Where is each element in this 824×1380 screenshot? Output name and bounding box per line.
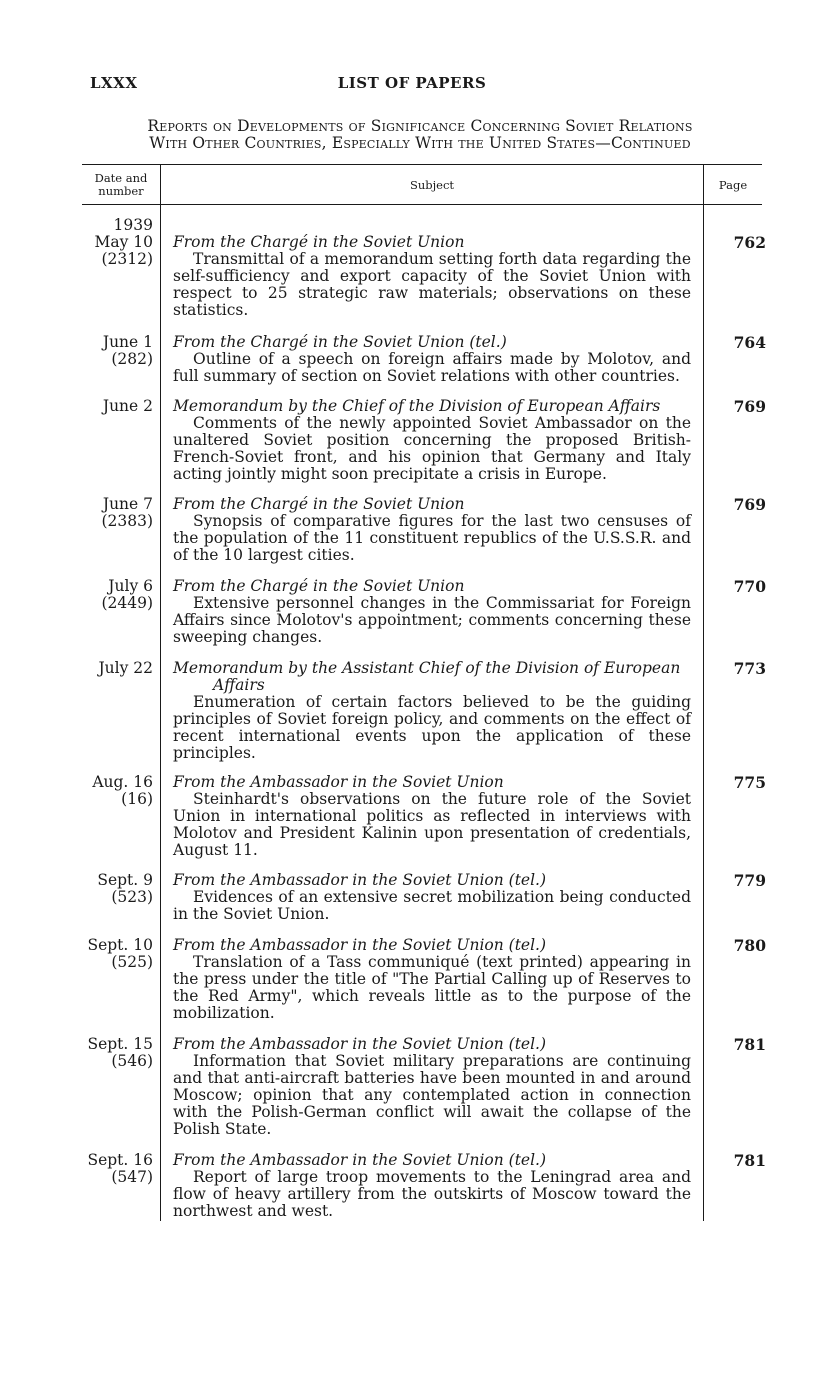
entry-subject (173, 774, 691, 859)
entry-page: 781 (733, 1035, 766, 1054)
entry-source: Memorandum by the Assistant Chief of the Division of European Affairs (173, 659, 681, 694)
entry-date: June 7 (2383) (101, 495, 153, 530)
column-divider-left (160, 165, 161, 1221)
entry-date: Sept. 9 (523) (97, 871, 153, 906)
entry-page: 779 (733, 871, 766, 890)
entry-date: July 6 (2449) (101, 577, 153, 612)
year-label: 1939 (113, 216, 153, 234)
column-header-date: Date and number (94, 171, 148, 198)
entry-page: 764 (733, 333, 766, 352)
section-title-line2: With Other Countries, Especially With the United States—Continued (149, 134, 691, 152)
entry-subject (173, 496, 691, 564)
entry-date: May 10 (2312) (94, 233, 153, 268)
entry-description: Information that Soviet military preparations are continuing and that anti-aircraft batteries have been mounted in and around Moscow; opinion that any contemplated action in connection with the Polish-German conflict will await the collapse of the Polish State. (173, 1052, 691, 1138)
entry-description: Synopsis of comparative figures for the last two censuses of the population of the 11 constituent republics of the U.S.S.R. and of the 10 largest cities. (173, 512, 691, 564)
entry-page: 762 (733, 233, 766, 252)
table-top-rule (82, 164, 762, 165)
entry-description: Transmittal of a memorandum setting forth data regarding the self-sufficiency and export capacity of the Soviet Union with respect to 25 strategic raw materials; observations on these statistics. (173, 250, 691, 319)
entry-date: Sept. 16 (547) (87, 1151, 153, 1186)
entry-subject (173, 937, 691, 1022)
column-header-subject: Subject (409, 178, 455, 192)
entry-description: Outline of a speech on foreign affairs made by Molotov, and full summary of section on Soviet relations with other countries. (173, 350, 691, 385)
entry-date: Sept. 10 (525) (87, 936, 153, 971)
entry-description: Evidences of an extensive secret mobilization being conducted in the Soviet Union. (173, 888, 691, 923)
entry-subject (173, 334, 691, 385)
entry-page: 781 (733, 1151, 766, 1170)
running-title: LIST OF PAPERS (337, 74, 487, 92)
running-head (0, 74, 824, 98)
entry-subject (173, 578, 691, 646)
entry-source: From the Ambassador in the Soviet Union (tel.) (173, 1035, 547, 1053)
entry-subject (173, 1152, 691, 1220)
section-title-line1: Reports on Developments of Significance Concerning Soviet Relations (147, 117, 693, 135)
entry-page: 775 (733, 773, 766, 792)
entry-page: 769 (733, 397, 766, 416)
entry-page: 773 (733, 659, 766, 678)
entry-date: June 1 (282) (102, 333, 153, 368)
entry-description: Steinhardt's observations on the future role of the Soviet Union in international politics as reflected in interviews with Molotov and President Kalinin upon presentation of credentials, August 11. (173, 790, 691, 859)
entry-description: Translation of a Tass communiqué (text printed) appearing in the press under the title of "The Partial Calling up of Reserves to the Red Army", which reveals little as to the purpose of the mobilization. (173, 953, 691, 1022)
column-header-page: Page (718, 178, 748, 192)
entry-page: 780 (733, 936, 766, 955)
entry-source: From the Chargé in the Soviet Union (173, 233, 465, 251)
entry-page: 770 (733, 577, 766, 596)
entry-subject (173, 234, 691, 319)
entry-description: Report of large troop movements to the Leningrad area and flow of heavy artillery from the outskirts of Moscow toward the northwest and west. (173, 1168, 691, 1220)
entry-description: Comments of the newly appointed Soviet Ambassador on the unaltered Soviet position concerning the proposed British-French-Soviet front, and his opinion that Germany and Italy acting jointly might soon precipitate a crisis in Europe. (173, 414, 691, 483)
column-divider-right (703, 165, 704, 1221)
entry-page: 769 (733, 495, 766, 514)
header-bottom-rule (82, 204, 762, 205)
page-number: LXXX (90, 74, 138, 92)
section-title (60, 118, 780, 152)
entry-date: Aug. 16 (16) (92, 773, 153, 808)
entry-subject (173, 1036, 691, 1138)
entry-source: From the Ambassador in the Soviet Union (tel.) (173, 871, 547, 889)
entry-subject (173, 872, 691, 923)
entry-subject (173, 660, 691, 762)
entry-date: Sept. 15 (546) (87, 1035, 153, 1070)
entry-source: From the Chargé in the Soviet Union (tel.) (173, 333, 507, 351)
entry-source: From the Ambassador in the Soviet Union (173, 773, 504, 791)
entry-description: Extensive personnel changes in the Commissariat for Foreign Affairs since Molotov's appointment; comments concerning these sweeping changes. (173, 594, 691, 646)
entry-date: July 22 (98, 659, 153, 677)
entry-source: From the Chargé in the Soviet Union (173, 495, 465, 513)
entry-date: June 2 (102, 397, 153, 415)
entry-description: Enumeration of certain factors believed to be the guiding principles of Soviet foreign policy, and comments on the effect of recent international events upon the application of these principles. (173, 693, 691, 762)
entry-source: From the Ambassador in the Soviet Union (tel.) (173, 1151, 547, 1169)
entry-source: From the Chargé in the Soviet Union (173, 577, 465, 595)
entry-source: Memorandum by the Chief of the Division of European Affairs (173, 397, 661, 415)
entry-subject (173, 398, 691, 483)
entry-source: From the Ambassador in the Soviet Union (tel.) (173, 936, 547, 954)
